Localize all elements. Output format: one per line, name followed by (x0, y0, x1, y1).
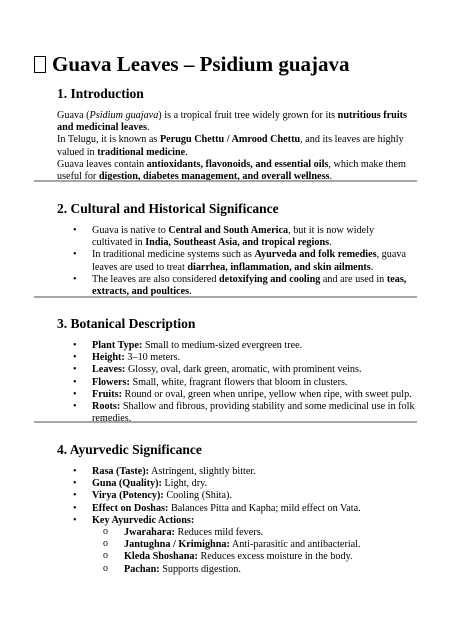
section-ayurvedic-significance (57, 442, 416, 576)
section-divider (34, 296, 417, 298)
list-item: • Height: 3–10 meters. (71, 352, 416, 364)
section-heading: 3. Botanical Description (57, 316, 196, 331)
section-heading: 2. Cultural and Historical Significance (57, 201, 279, 216)
sub-list-item: o Pachan: Supports digestion. (92, 564, 416, 576)
list-item: • Guava is native to Central and South America, but it is now widely cultivated in India, Southeast Asia, and tropical regions. (71, 225, 416, 249)
section-botanical-description (57, 316, 416, 425)
section-introduction (57, 86, 416, 183)
list-item: • Effect on Doshas: Balances Pitta and Kapha; mild effect on Vata. (71, 503, 416, 515)
section-heading: 4. Ayurvedic Significance (57, 442, 202, 457)
sub-list-item: o Kleda Shoshana: Reduces excess moisture in the body. (92, 551, 416, 563)
document-title (34, 52, 350, 76)
list-item: • Virya (Potency): Cooling (Shita). (71, 490, 416, 502)
sub-list-item: o Jantughna / Krimighna: Anti-parasitic and antibacterial. (92, 539, 416, 551)
intro-paragraph-3: Guava leaves contain antioxidants, flavonoids, and essential oils, which make them useful for digestion, diabetes management, and overall wellness. (57, 158, 406, 183)
list-item: • Key Ayurvedic Actions: o Jwarahara: Reduces mild fevers. o Jantughna / Krimighna: Anti-parasitic and antibacterial. o Kleda Shoshana: Reduces excess moisture in the body. o Pachan: Supports digestion. (71, 515, 416, 576)
missing-glyph-icon (34, 56, 46, 73)
intro-paragraph-1: Guava (Psidium guajava) is a tropical fruit tree widely grown for its nutritious fruits and medicinal leaves. (57, 110, 408, 134)
section-heading: 1. Introduction (57, 86, 144, 101)
list-item: • Rasa (Taste): Astringent, slightly bitter. (71, 466, 416, 478)
list-item: • In traditional medicine systems such as Ayurveda and folk remedies, guava leaves are used to treat diarrhea, inflammation, and skin ailments. (71, 249, 416, 273)
list-item: • Plant Type: Small to medium-sized evergreen tree. (71, 340, 416, 352)
sub-list-item: o Jwarahara: Reduces mild fevers. (92, 527, 416, 539)
list-item: • Guna (Quality): Light, dry. (71, 478, 416, 490)
section-cultural-significance (57, 201, 416, 298)
ayurvedic-list (57, 466, 416, 576)
section-divider (34, 421, 417, 423)
ayurvedic-actions-list (92, 527, 416, 576)
intro-paragraph-2: In Telugu, it is known as Perugu Chettu / Amrood Chettu, and its leaves are highly valued in traditional medicine. (57, 134, 404, 158)
title-text: Guava Leaves – Psidium guajava (52, 52, 350, 76)
section-divider (34, 180, 417, 182)
list-item: • Leaves: Glossy, oval, dark green, aromatic, with prominent veins. (71, 364, 416, 376)
list-item: • Flowers: Small, white, fragrant flowers that bloom in clusters. (71, 377, 416, 389)
cultural-list (57, 225, 416, 298)
list-item: • Fruits: Round or oval, green when unripe, yellow when ripe, with sweet pulp. (71, 389, 416, 401)
botanical-list (57, 340, 416, 425)
list-item: • The leaves are also considered detoxifying and cooling and are used in teas, extracts, and poultices. (71, 274, 416, 298)
list-item: • Roots: Shallow and fibrous, providing stability and some medicinal use in folk remedies. (71, 401, 416, 425)
